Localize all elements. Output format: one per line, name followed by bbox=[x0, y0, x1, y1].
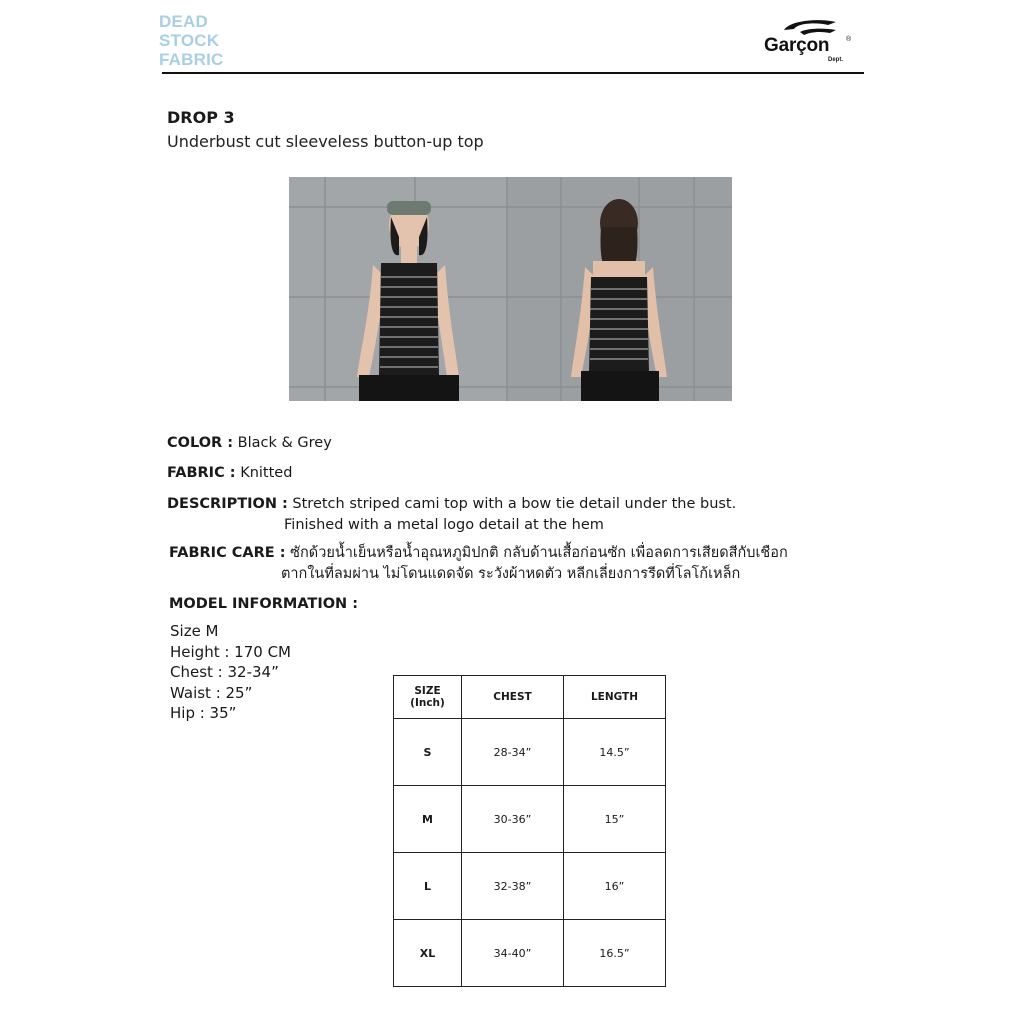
table-row bbox=[394, 786, 666, 853]
color-value: Black & Grey bbox=[237, 435, 332, 451]
length-cell: 15” bbox=[564, 786, 666, 853]
size-header-unit: (Inch) bbox=[410, 697, 445, 709]
color-spec bbox=[167, 433, 332, 454]
length-cell: 16” bbox=[564, 853, 666, 920]
care-line: ซักด้วยน้ำเย็นหรือน้ำอุณหภูมิปกติ กลับด้านเสื้อก่อนซัก เพื่อลดการเสียดสีกับเชือก bbox=[290, 545, 788, 561]
table-row bbox=[394, 920, 666, 987]
dead-stock-fabric-logo bbox=[159, 12, 223, 69]
description-line: Stretch striped cami top with a bow tie detail under the bust. bbox=[292, 496, 737, 512]
fabric-care-spec bbox=[169, 543, 788, 585]
fabric-label: FABRIC : bbox=[167, 465, 236, 481]
table-header-row bbox=[394, 676, 666, 719]
model-hip: Hip : 35” bbox=[170, 704, 237, 723]
size-cell: XL bbox=[394, 920, 462, 987]
size-cell: L bbox=[394, 853, 462, 920]
chest-cell: 30-36” bbox=[462, 786, 564, 853]
product-name: Underbust cut sleeveless button-up top bbox=[167, 132, 484, 151]
product-photo bbox=[289, 177, 732, 401]
table-row bbox=[394, 719, 666, 786]
fabric-value: Knitted bbox=[240, 465, 293, 481]
description-spec bbox=[167, 494, 736, 536]
garcon-wordmark: Garçon bbox=[764, 35, 830, 56]
description-label: DESCRIPTION : bbox=[167, 496, 288, 512]
size-chart-table bbox=[393, 675, 666, 987]
logo-line: FABRIC bbox=[159, 50, 224, 69]
logo-line: STOCK bbox=[159, 31, 220, 50]
model-chest: Chest : 32-34” bbox=[170, 663, 279, 682]
size-cell: S bbox=[394, 719, 462, 786]
description-line: Finished with a metal logo detail at the hem bbox=[284, 517, 604, 533]
chest-cell: 28-34” bbox=[462, 719, 564, 786]
model-info-list bbox=[170, 621, 291, 724]
color-label: COLOR : bbox=[167, 435, 234, 451]
model-height: Height : 170 CM bbox=[170, 642, 291, 661]
logo-line: DEAD bbox=[159, 12, 208, 31]
size-column-header bbox=[394, 676, 462, 719]
size-cell: M bbox=[394, 786, 462, 853]
fabric-care-label: FABRIC CARE : bbox=[169, 545, 286, 561]
chest-column-header: CHEST bbox=[462, 676, 564, 719]
header-divider bbox=[162, 72, 864, 74]
garcon-logo bbox=[762, 18, 860, 66]
length-cell: 14.5” bbox=[564, 719, 666, 786]
drop-title: DROP 3 bbox=[167, 108, 235, 127]
size-header-line: SIZE bbox=[414, 685, 441, 697]
model-waist: Waist : 25” bbox=[170, 683, 253, 702]
model-info-heading: MODEL INFORMATION : bbox=[169, 596, 359, 612]
fabric-spec bbox=[167, 463, 292, 484]
table-row bbox=[394, 853, 666, 920]
length-cell: 16.5” bbox=[564, 920, 666, 987]
dept-label: Dept. bbox=[828, 57, 843, 63]
product-photo-illustration bbox=[289, 177, 732, 401]
care-line: ตากในที่ลมผ่าน ไม่โดนแดดจัด ระวังผ้าหดตัว หลีกเลี่ยงการรีดที่โลโก้เหล็ก bbox=[281, 566, 741, 582]
chest-cell: 32-38” bbox=[462, 853, 564, 920]
length-column-header: LENGTH bbox=[564, 676, 666, 719]
registered-mark: ® bbox=[846, 36, 852, 43]
model-size: Size M bbox=[170, 622, 219, 640]
chest-cell: 34-40” bbox=[462, 920, 564, 987]
